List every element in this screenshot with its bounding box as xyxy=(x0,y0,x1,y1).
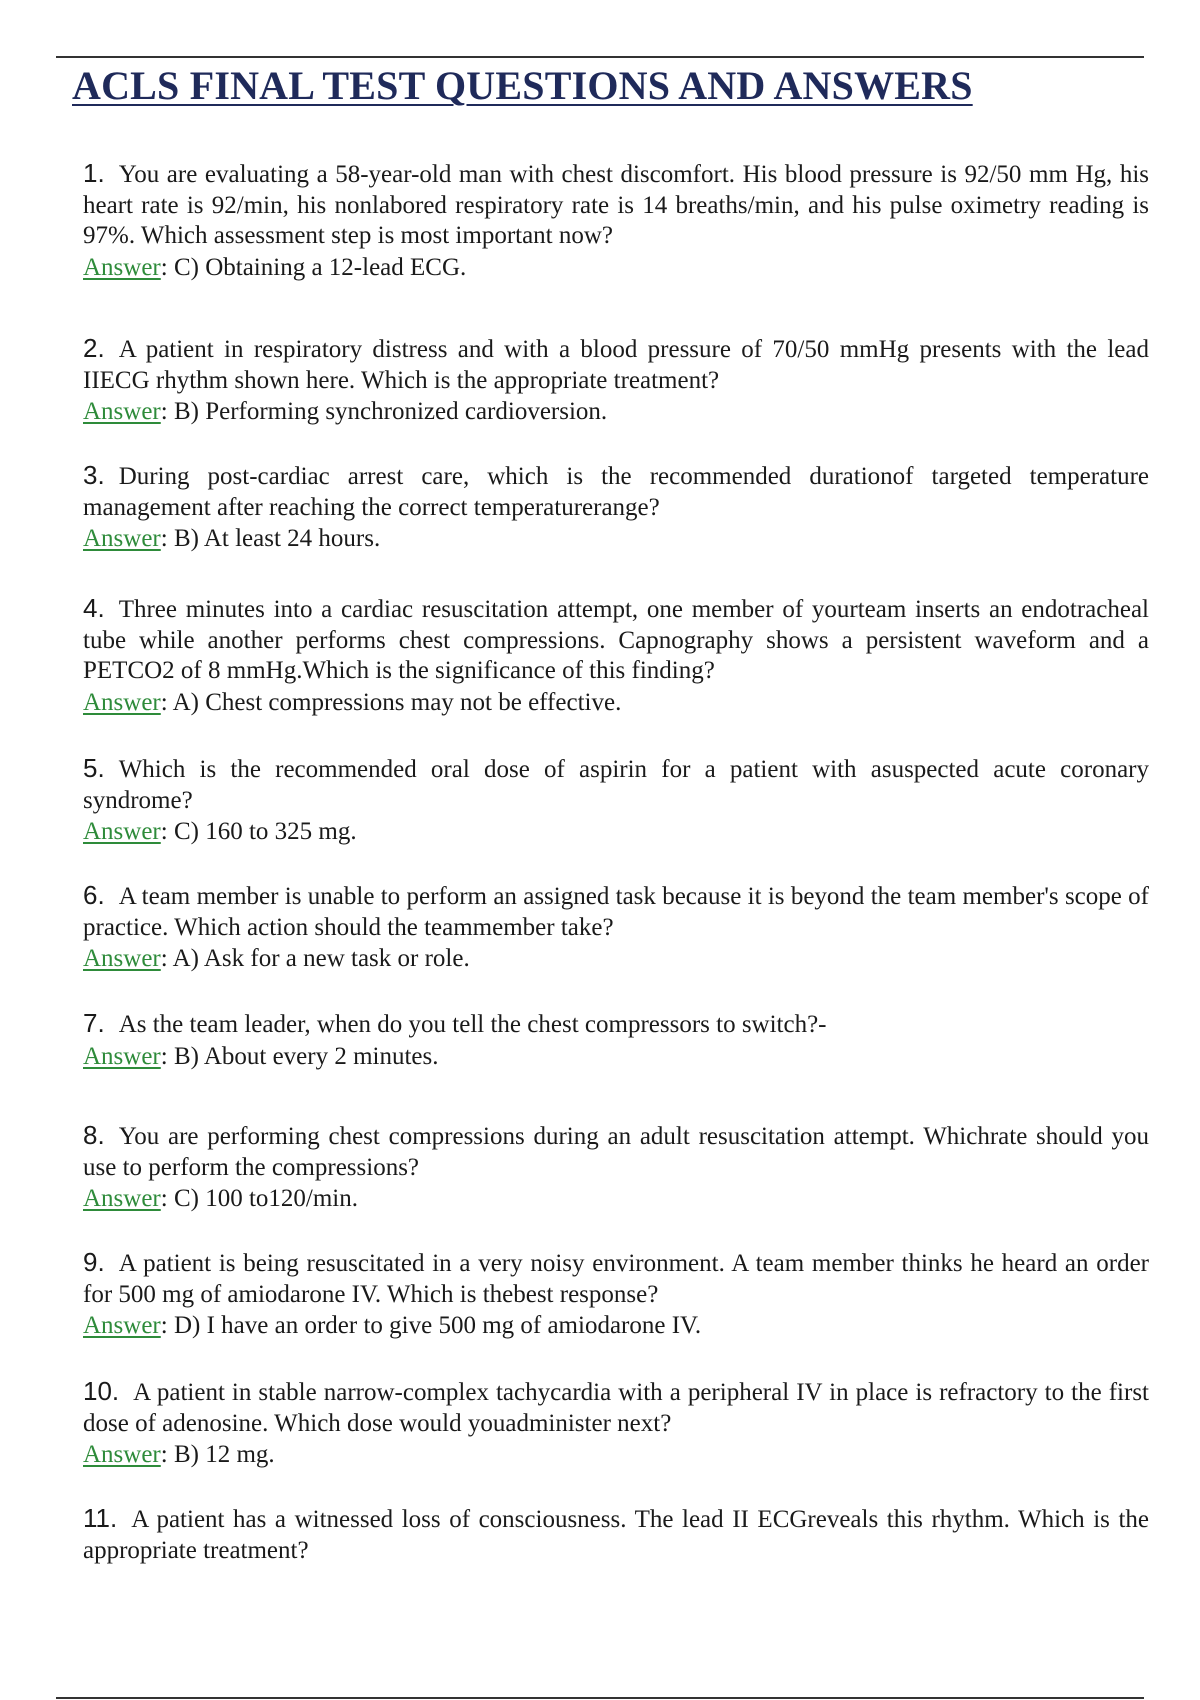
answer-text: : C) 100 to120/min. xyxy=(160,1185,358,1212)
question xyxy=(83,880,1149,943)
question xyxy=(83,593,1149,687)
question-text: A team member is unable to perform an assigned task because it is beyond the team member's scope of practice. Which action should the teammember take? xyxy=(83,883,1149,941)
answer-label: Answer xyxy=(83,1441,161,1468)
answer-label: Answer xyxy=(83,818,161,845)
question-text: Which is the recommended oral dose of aspirin for a patient with asuspected acute coronary syndrome? xyxy=(83,756,1149,814)
answer-label: Answer xyxy=(83,688,161,716)
answer-text: : D) I have an order to give 500 mg of amiodarone IV. xyxy=(160,1312,702,1339)
qa-item-4 xyxy=(83,593,1149,718)
question-number: 11. xyxy=(83,1503,118,1533)
qa-item-7 xyxy=(83,1008,1149,1072)
answer xyxy=(83,1184,1149,1215)
question xyxy=(83,1503,1149,1566)
qa-item-5 xyxy=(83,753,1149,848)
question-number: 3. xyxy=(83,460,105,490)
question-number: 2. xyxy=(83,333,105,363)
question xyxy=(83,460,1149,523)
question xyxy=(83,1247,1149,1310)
answer xyxy=(83,1440,1149,1471)
question-number: 7. xyxy=(83,1008,105,1038)
question-text: You are evaluating a 58-year-old man with chest discomfort. His blood pressure is 92/50 mm Hg, his heart rate is 92/min, his nonlabored respiratory rate is 14 breaths/min, and his pulse oximetry reading is 97%. Which assessment step is most important now? xyxy=(83,161,1149,249)
answer-text: : B) Performing synchronized cardioversion. xyxy=(160,398,608,425)
answer-text: : B) 12 mg. xyxy=(160,1441,275,1468)
question-text: During post-cardiac arrest care, which is the recommended durationof targeted temperature management after reaching the correct temperaturerange? xyxy=(83,463,1149,521)
page-title: ACLS FINAL TEST QUESTIONS AND ANSWERS xyxy=(72,63,973,108)
answer xyxy=(83,688,1149,719)
question-number: 9. xyxy=(83,1247,105,1277)
answer-text: : B) At least 24 hours. xyxy=(160,525,381,552)
question-text: You are performing chest compressions during an adult resuscitation attempt. Whichrate should you use to perform the compressions? xyxy=(83,1123,1149,1181)
question xyxy=(83,1008,1149,1041)
qa-item-1 xyxy=(83,158,1149,283)
answer xyxy=(83,944,1149,975)
question xyxy=(83,158,1149,252)
qa-item-8 xyxy=(83,1120,1149,1215)
question-number: 6. xyxy=(83,880,105,910)
qa-item-9 xyxy=(83,1247,1149,1342)
question xyxy=(83,333,1149,396)
bottom-rule xyxy=(56,1697,1144,1699)
question-number: 4. xyxy=(83,593,105,623)
question-number: 1. xyxy=(83,158,105,188)
qa-item-6 xyxy=(83,880,1149,975)
answer xyxy=(83,397,1149,428)
question-text: A patient in respiratory distress and with a blood pressure of 70/50 mmHg presents with the lead IIECG rhythm shown here. Which is the appropriate treatment? xyxy=(83,336,1149,394)
top-rule xyxy=(56,56,1144,58)
qa-item-3 xyxy=(83,460,1149,555)
answer-text: : B) About every 2 minutes. xyxy=(160,1042,439,1070)
answer-label: Answer xyxy=(83,1042,161,1070)
answer-label: Answer xyxy=(83,945,161,972)
answer-text: : A) Ask for a new task or role. xyxy=(160,945,470,972)
qa-item-10 xyxy=(83,1376,1149,1471)
answer xyxy=(83,817,1149,848)
question-text: A patient in stable narrow-complex tachycardia with a peripheral IV in place is refractory to the first dose of adenosine. Which dose would youadminister next? xyxy=(83,1379,1149,1437)
answer-label: Answer xyxy=(83,525,161,552)
question xyxy=(83,753,1149,816)
answer-text: : C) Obtaining a 12-lead ECG. xyxy=(160,253,467,281)
question xyxy=(83,1376,1149,1439)
question-number: 10. xyxy=(83,1376,120,1406)
answer-label: Answer xyxy=(83,253,161,281)
answer-label: Answer xyxy=(83,1312,161,1339)
answer-text: : C) 160 to 325 mg. xyxy=(160,818,357,845)
answer xyxy=(83,524,1149,555)
question-number: 5. xyxy=(83,753,105,783)
answer-label: Answer xyxy=(83,398,161,425)
question-text: Three minutes into a cardiac resuscitation attempt, one member of yourteam inserts an endotracheal tube while another performs chest compressions. Capnography shows a persistent waveform and a PETCO2 of 8 mmHg.Which is the significance of this finding? xyxy=(83,596,1149,684)
qa-item-2 xyxy=(83,333,1149,428)
answer xyxy=(83,253,1149,284)
question xyxy=(83,1120,1149,1183)
question-text: A patient has a witnessed loss of consciousness. The lead II ECGreveals this rhythm. Which is the appropriate treatment? xyxy=(83,1506,1149,1564)
answer xyxy=(83,1311,1149,1342)
qa-item-11 xyxy=(83,1503,1149,1566)
question-text: A patient is being resuscitated in a very noisy environment. A team member thinks he heard an order for 500 mg of amiodarone IV. Which is thebest response? xyxy=(83,1250,1149,1308)
answer-text: : A) Chest compressions may not be effective. xyxy=(160,688,622,716)
question-text: As the team leader, when do you tell the chest compressors to switch?- xyxy=(118,1011,827,1038)
answer xyxy=(83,1042,1149,1073)
answer-label: Answer xyxy=(83,1185,161,1212)
question-number: 8. xyxy=(83,1120,105,1150)
